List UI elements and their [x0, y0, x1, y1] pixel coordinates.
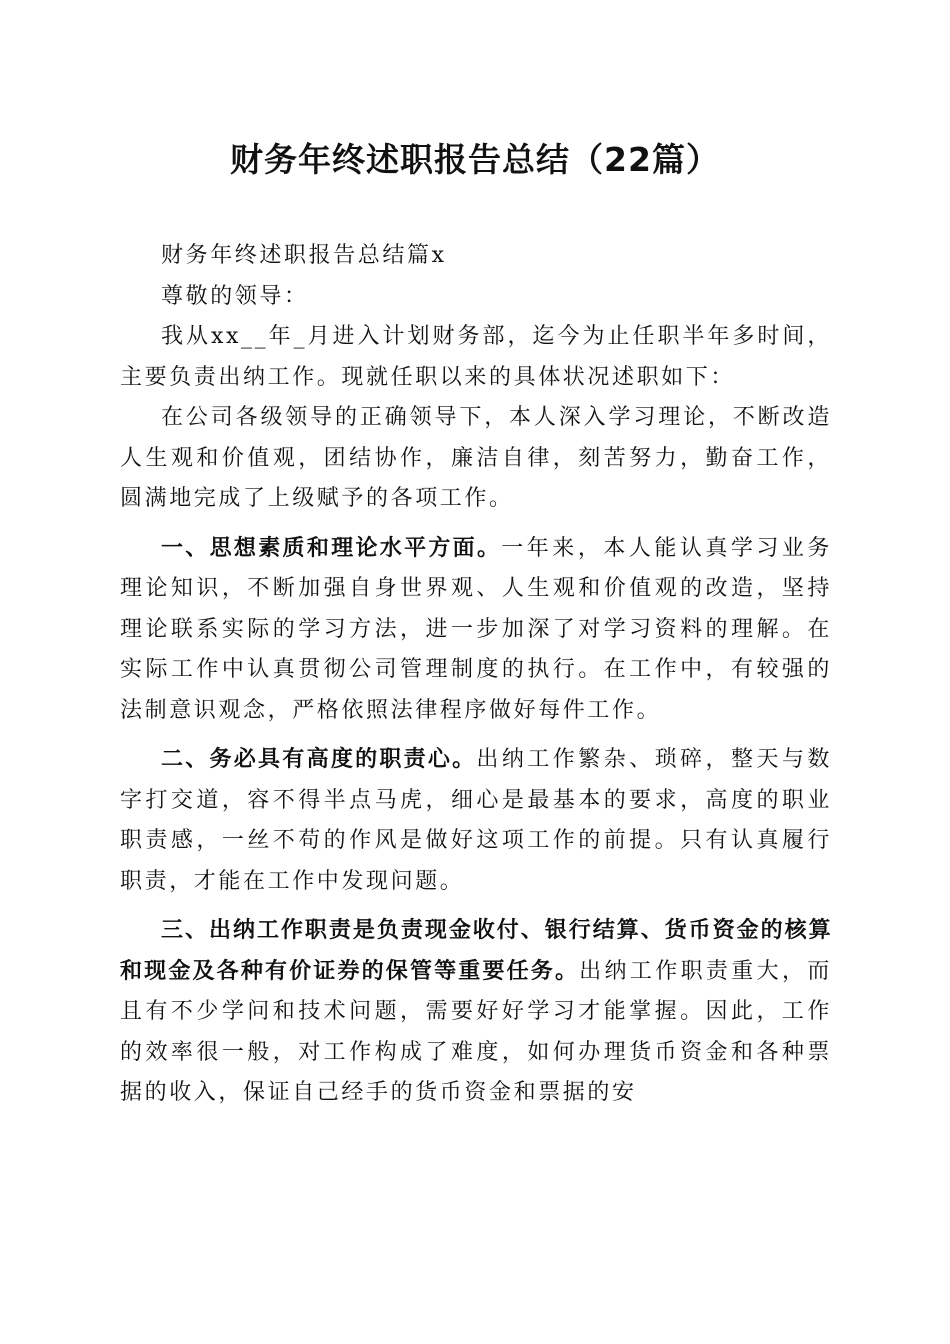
document-body	[120, 236, 832, 1114]
section-ideology-heading: 一、思想素质和理论水平方面。	[161, 535, 502, 561]
intro-paragraph: 我从xx__年_月进入计划财务部，迄今为止任职半年多时间，主要负责出纳工作。现就任职以来的具体状况述职如下：	[120, 324, 832, 390]
section-cashier-duties-heading: 三、出纳工作职责是负责现金收付、银行结算、货币资金的核算和现金及各种有价证券的保管等重要任务。	[120, 918, 832, 984]
section-ideology-text: 一年来，本人能认真学习业务理论知识，不断加强自身世界观、人生观和价值观的改造，坚持理论联系实际的学习方法，进一步加深了对学习资料的理解。在实际工作中认真贯彻公司管理制度的执行。在工作中，有较强的法制意识观念，严格依照法律程序做好每件工作。	[120, 535, 832, 723]
section-cashier-duties-text: 出纳工作职责重大，而且有不少学问和技术问题，需要好好学习才能掌握。因此，工作的效率很一般，对工作构成了难度，如何办理货币资金和各种票据的收入，保证自己经手的货币资金和票据的安	[120, 958, 832, 1105]
document-title: 财务年终述职报告总结（22篇）	[230, 140, 720, 179]
section-ideology	[120, 529, 832, 732]
section-responsibility-text: 出纳工作繁杂、琐碎，整天与数字打交道，容不得半点马虎，细心是最基本的要求，高度的职业职责感，一丝不苟的作风是做好这项工作的前提。只有认真履行职责，才能在工作中发现问题。	[120, 747, 833, 894]
section-responsibility-heading: 二、务必具有高度的职责心。	[161, 747, 477, 772]
document-subtitle: 财务年终述职报告总结篇x	[161, 243, 447, 268]
paragraph-leadership: 在公司各级领导的正确领导下，本人深入学习理论，不断改造人生观和价值观，团结协作，廉洁自律，刻苦努力，勤奋工作，圆满地完成了上级赋予的各项工作。	[120, 405, 832, 511]
salutation: 尊敬的领导：	[161, 283, 309, 309]
section-responsibility	[120, 740, 832, 902]
section-cashier-duties	[120, 911, 832, 1114]
